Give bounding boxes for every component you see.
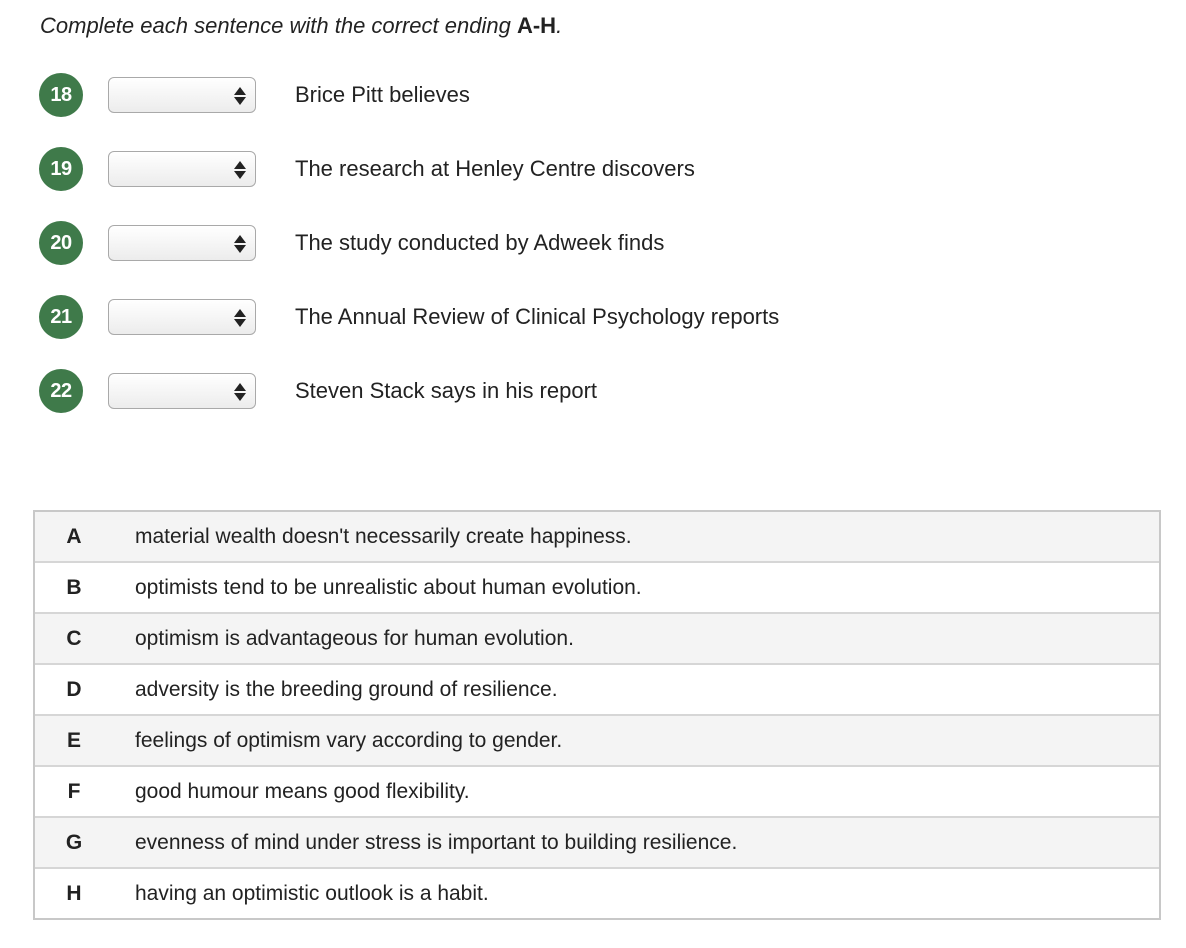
question-row-22 <box>39 369 1139 443</box>
question-text: The Annual Review of Clinical Psychology reports <box>295 304 780 329</box>
answer-select-22[interactable] <box>108 373 256 409</box>
answer-select-18[interactable] <box>108 77 256 113</box>
ending-row-c <box>35 614 1159 665</box>
ending-text: optimists tend to be unrealistic about human evolution. <box>135 575 642 599</box>
ending-text: feelings of optimism vary according to gender. <box>135 728 563 752</box>
ending-row-e <box>35 716 1159 767</box>
question-number-badge: 20 <box>39 221 83 265</box>
answer-select-19[interactable] <box>108 151 256 187</box>
endings-table <box>33 510 1161 920</box>
question-row-20 <box>39 221 1139 295</box>
select-arrows-icon <box>234 233 246 255</box>
question-number-badge: 22 <box>39 369 83 413</box>
question-number-badge: 21 <box>39 295 83 339</box>
ending-row-b <box>35 563 1159 614</box>
instruction-range: A-H <box>516 13 557 38</box>
ending-row-h <box>35 869 1159 920</box>
ending-row-a <box>35 512 1159 563</box>
ending-letter: G <box>65 830 83 854</box>
question-row-19 <box>39 147 1139 221</box>
instruction-period: . <box>556 13 563 38</box>
ending-row-f <box>35 767 1159 818</box>
ending-text: material wealth doesn't necessarily create happiness. <box>135 524 632 548</box>
ending-text: good humour means good flexibility. <box>135 779 470 803</box>
ending-text: adversity is the breeding ground of resilience. <box>135 677 558 701</box>
ending-letter: B <box>66 575 82 599</box>
select-arrows-icon <box>234 159 246 181</box>
question-row-18 <box>39 73 1139 147</box>
answer-select-21[interactable] <box>108 299 256 335</box>
question-number-badge: 18 <box>39 73 83 117</box>
question-text: Brice Pitt believes <box>295 82 470 107</box>
instruction-main: Complete each sentence with the correct ending <box>40 13 517 38</box>
select-arrows-icon <box>234 85 246 107</box>
question-text: Steven Stack says in his report <box>295 378 598 403</box>
ending-text: optimism is advantageous for human evolution. <box>135 626 574 650</box>
answer-select-20[interactable] <box>108 225 256 261</box>
ending-letter: D <box>66 677 82 701</box>
select-arrows-icon <box>234 307 246 329</box>
ending-text: having an optimistic outlook is a habit. <box>135 881 489 905</box>
ending-letter: H <box>66 881 82 905</box>
ending-letter: E <box>66 728 81 752</box>
question-number-badge: 19 <box>39 147 83 191</box>
question-list <box>39 73 1139 443</box>
question-row-21 <box>39 295 1139 369</box>
question-text: The research at Henley Centre discovers <box>295 156 695 181</box>
ending-row-g <box>35 818 1159 869</box>
ending-letter: A <box>66 524 82 548</box>
ending-text: evenness of mind under stress is important to building resilience. <box>135 830 738 854</box>
ending-letter: C <box>66 626 82 650</box>
ending-row-d <box>35 665 1159 716</box>
select-arrows-icon <box>234 381 246 403</box>
question-text: The study conducted by Adweek finds <box>295 230 665 255</box>
instruction-text <box>40 12 562 40</box>
ending-letter: F <box>67 779 81 803</box>
